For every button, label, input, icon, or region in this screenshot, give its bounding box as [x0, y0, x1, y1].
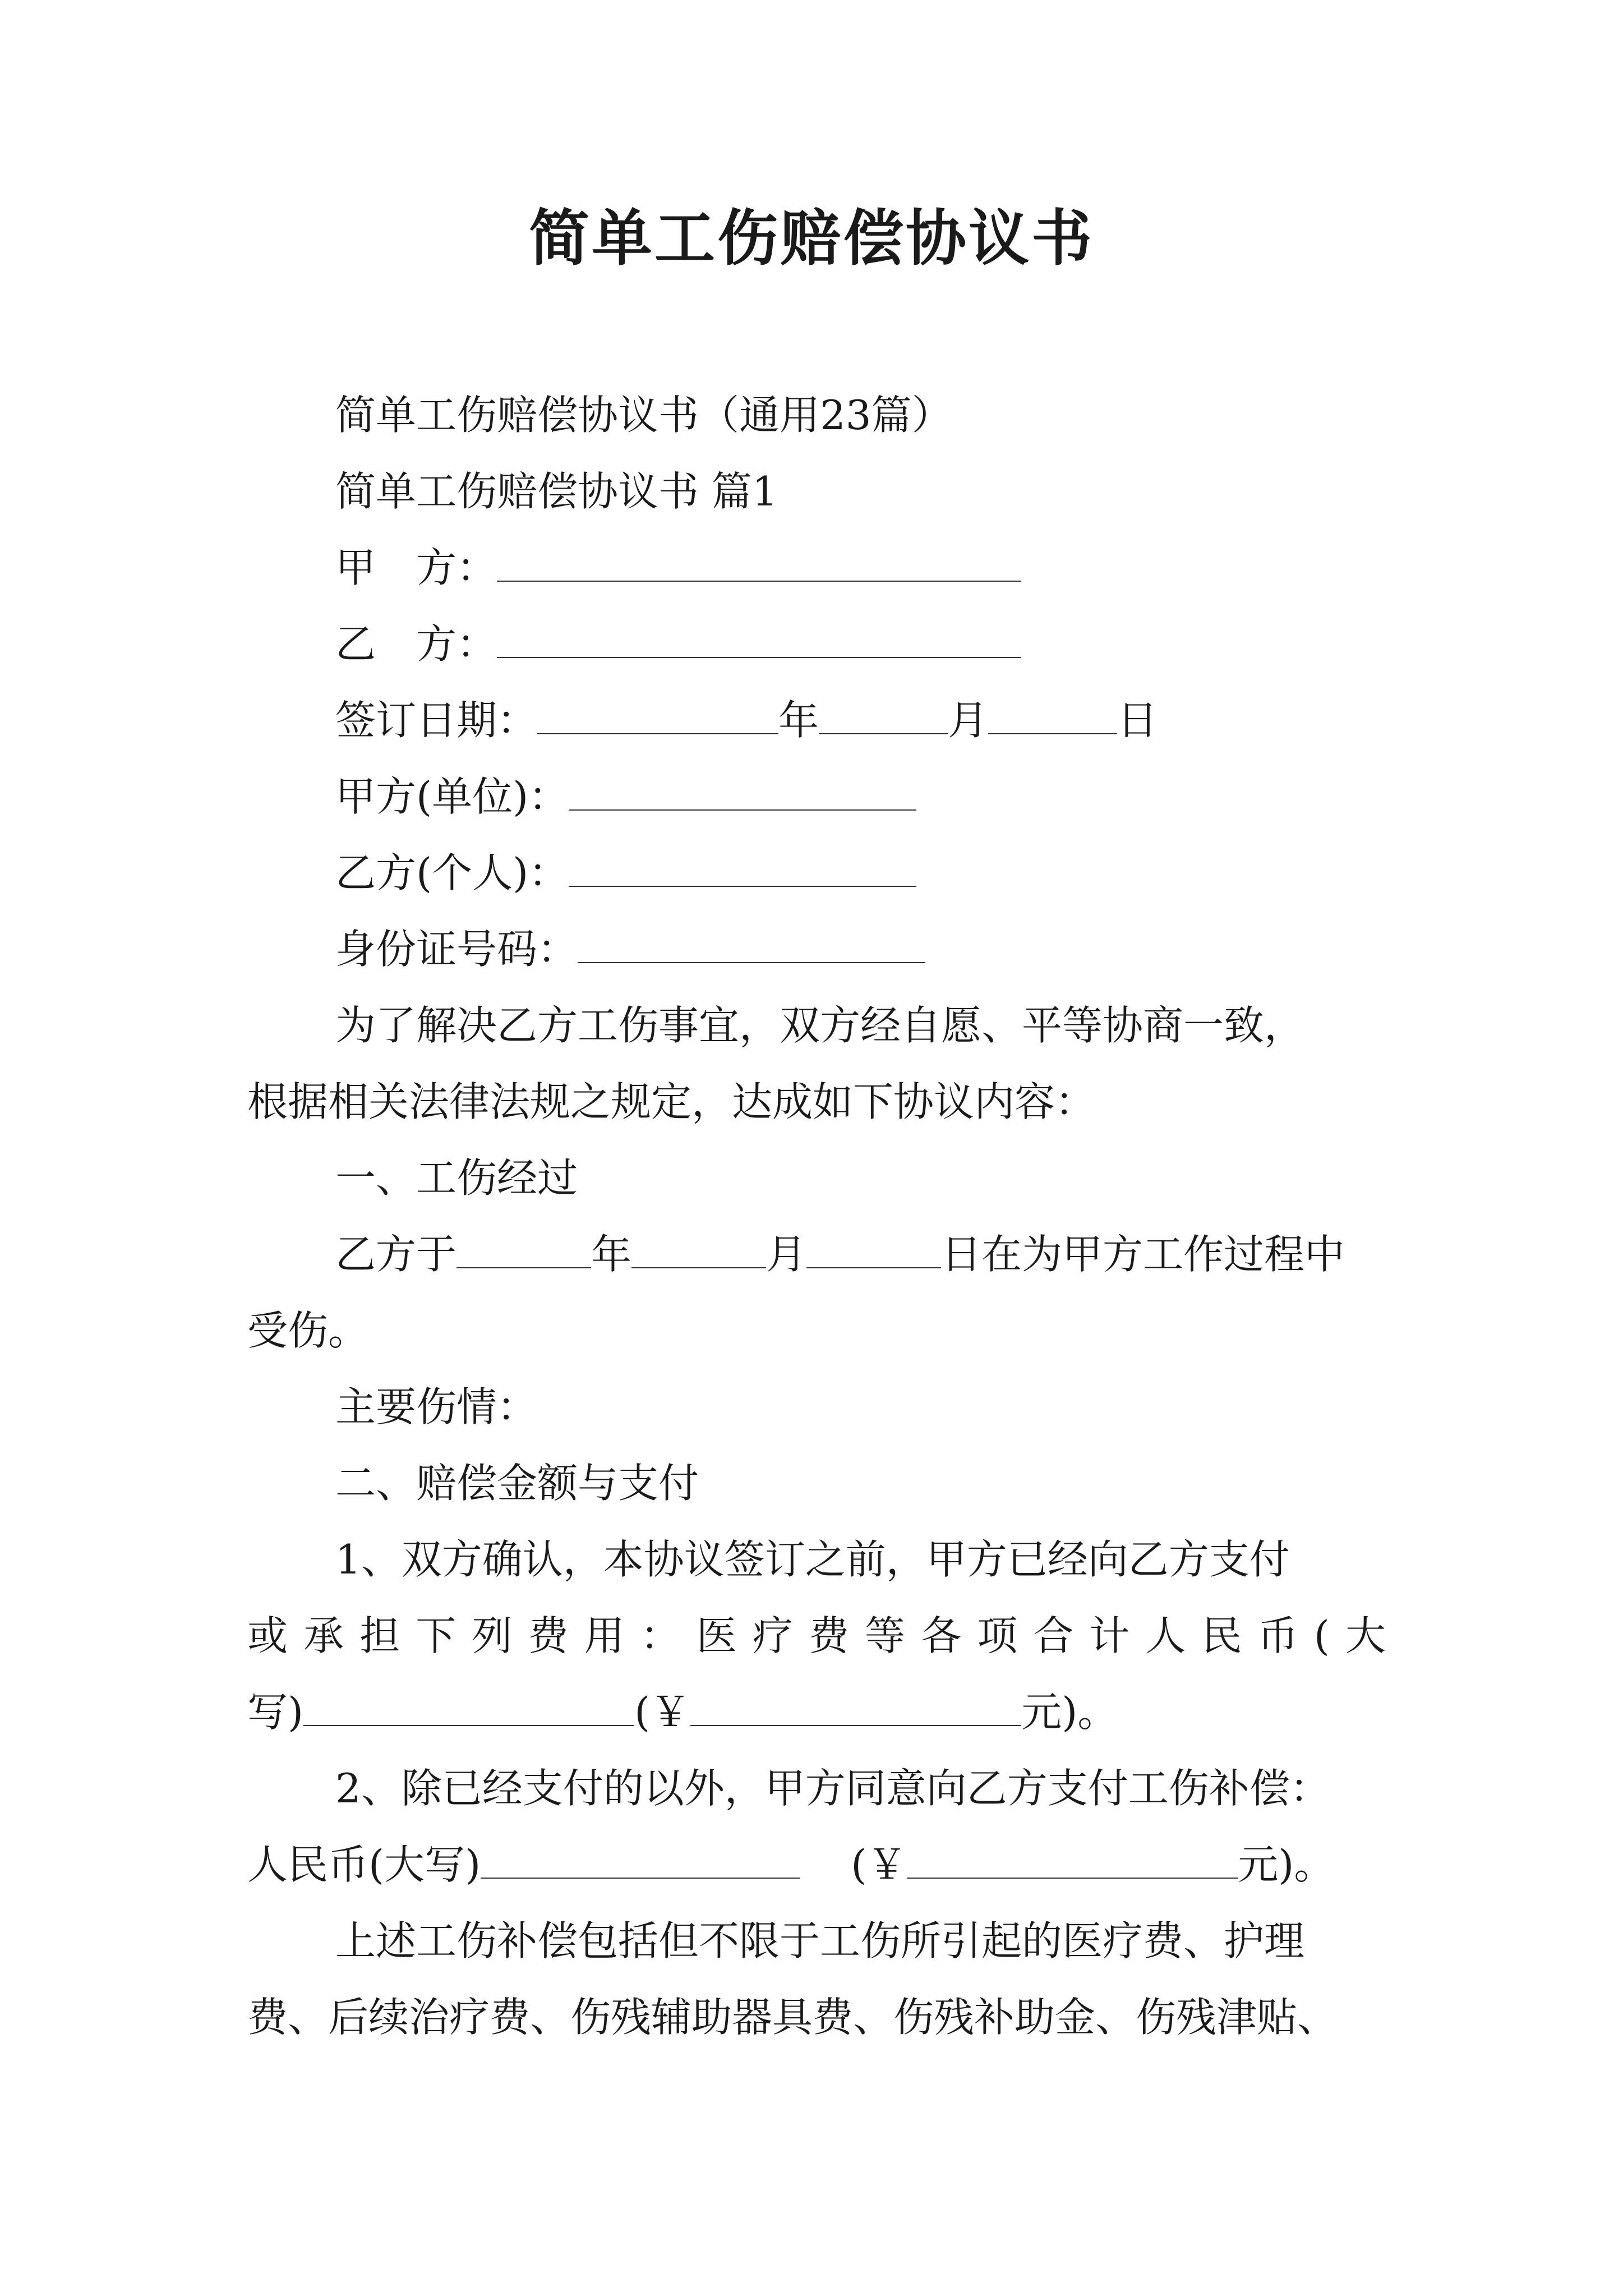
item2-yuan-symbol: (￥: [851, 1841, 907, 1888]
party-a-row: [335, 540, 1021, 596]
document-subtitle: 简单工伤赔偿协议书（通用23篇）: [335, 392, 952, 439]
item1-yuan-symbol: (￥: [634, 1688, 691, 1736]
party-a-unit-label: 甲方(单位)：: [335, 773, 569, 820]
sign-month-blank: [819, 698, 948, 734]
injury-month-blank: [631, 1232, 766, 1268]
heading-injury-process: 一、工伤经过: [335, 1154, 578, 1202]
item2-amount-number-blank: [907, 1843, 1238, 1879]
party-b-row: [335, 616, 1021, 672]
item2-yuan-suffix: 元)。: [1238, 1841, 1335, 1888]
id-number-blank: [578, 927, 925, 963]
sign-year-text: 年: [778, 697, 819, 744]
item1-amount-number-blank: [690, 1690, 1021, 1726]
sign-day-text: 日: [1117, 697, 1158, 744]
sign-date-label: 签订日期：: [335, 697, 538, 744]
intro-line-1: 为了解决乙方工伤事宜，双方经自愿、平等协商一致，: [335, 1002, 1305, 1049]
party-a-label: 甲 方：: [335, 544, 497, 591]
sign-month-text: 月: [948, 697, 989, 744]
injury-day-blank: [806, 1232, 941, 1268]
document-title: 简单工伤赔偿协议书: [528, 203, 1094, 274]
id-number-row: [335, 921, 925, 977]
item1-line-1: 1、双方确认，本协议签订之前，甲方已经向乙方支付: [335, 1536, 1290, 1583]
paragraph-line-1: 上述工伤补偿包括但不限于工伤所引起的医疗费、护理: [335, 1917, 1305, 1964]
item2-amount-words-blank: [481, 1843, 800, 1879]
party-a-unit-row: [335, 769, 916, 825]
party-b-person-blank: [569, 851, 916, 887]
sign-year-blank: [537, 698, 778, 734]
party-a-unit-blank: [569, 775, 916, 811]
heading-compensation: 二、赔偿金额与支付: [335, 1460, 699, 1507]
sign-day-blank: [988, 698, 1117, 734]
item1-amount-words-blank: [303, 1690, 634, 1726]
injury-month-text: 月: [766, 1231, 807, 1278]
item1-amount-label: 写): [247, 1688, 304, 1736]
item2-amount-label: 人民币(大写): [247, 1841, 481, 1888]
party-b-blank: [497, 622, 1021, 658]
item2-line-1: 2、除已经支付的以外，甲方同意向乙方支付工伤补偿：: [335, 1765, 1330, 1812]
injury-date-row: [335, 1226, 1345, 1282]
injury-year-blank: [457, 1232, 591, 1268]
item1-line-3: [247, 1684, 1118, 1740]
party-b-label: 乙 方：: [335, 620, 497, 668]
injury-suffix: 日在为甲方工作过程中: [941, 1231, 1345, 1278]
id-number-label: 身份证号码：: [335, 926, 578, 973]
item2-line-2: [247, 1837, 1334, 1893]
party-b-person-row: [335, 845, 916, 901]
party-b-person-label: 乙方(个人)：: [335, 849, 569, 896]
injury-prefix: 乙方于: [335, 1231, 457, 1278]
paragraph-line-2: 费、后续治疗费、伤残辅助器具费、伤残补助金、伤残津贴、: [247, 1994, 1338, 2041]
injury-year-text: 年: [591, 1231, 632, 1278]
main-injury-label: 主要伤情：: [335, 1383, 538, 1430]
intro-line-2: 根据相关法律法规之规定，达成如下协议内容：: [247, 1078, 1096, 1125]
item1-line-2: 或承担下列费用：医疗费等各项合计人民币(大: [247, 1612, 1386, 1659]
section-heading: 简单工伤赔偿协议书 篇1: [335, 468, 778, 515]
party-a-blank: [497, 546, 1021, 582]
injury-line-2: 受伤。: [247, 1307, 369, 1354]
item1-yuan-suffix: 元)。: [1021, 1688, 1118, 1736]
sign-date-row: [335, 692, 1158, 748]
